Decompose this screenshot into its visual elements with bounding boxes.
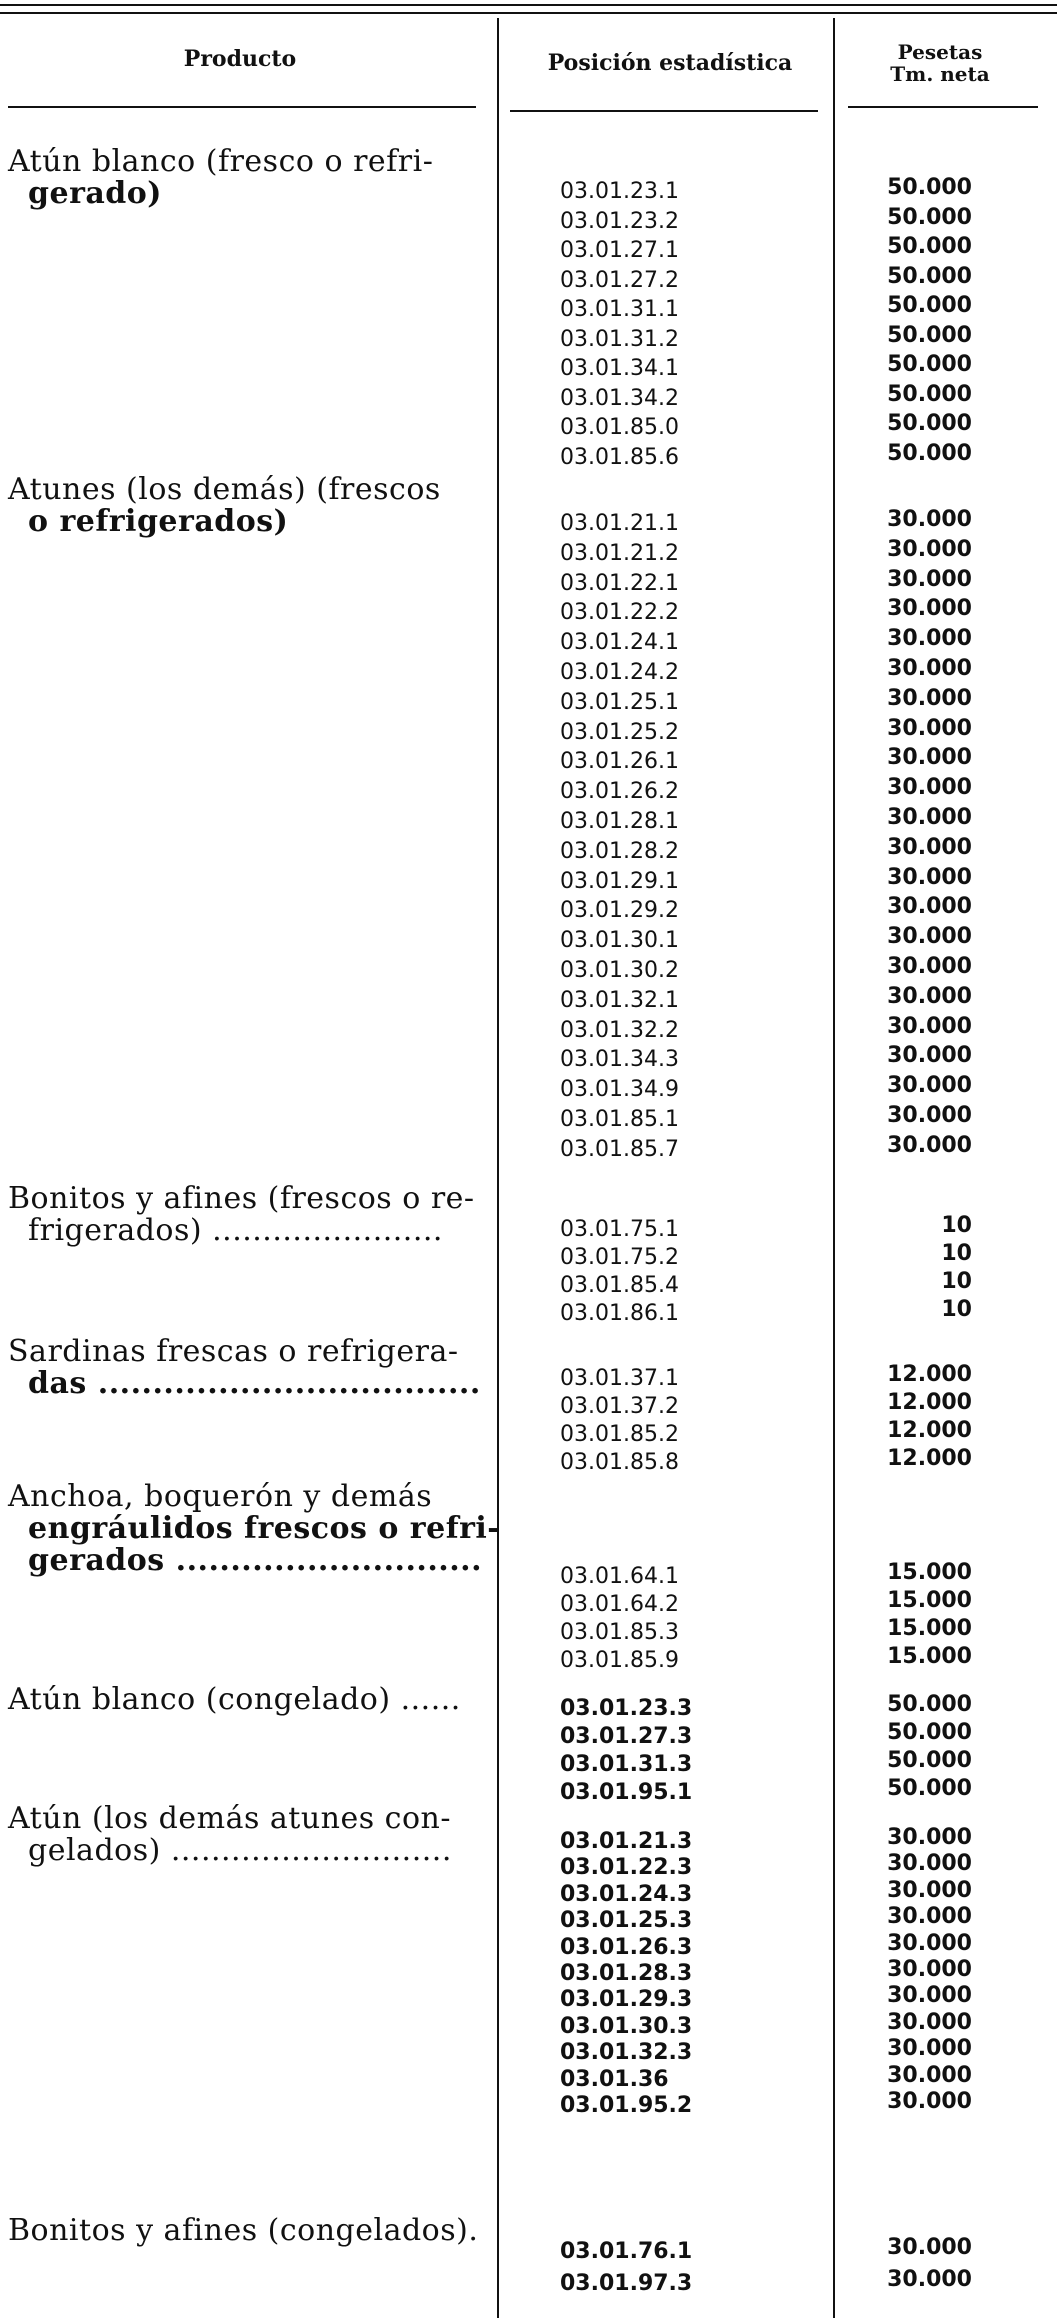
header-underline-position [510,110,818,112]
position-code: 03.01.85.3 [560,1620,679,1645]
product-label-2-line2: o refrigerados) [28,504,289,539]
position-code: 03.01.27.1 [560,238,679,263]
price-value: 50.000 [887,204,972,230]
position-code: 03.01.31.1 [560,297,679,322]
price-value: 10 [941,1269,972,1294]
position-code: 03.01.26.1 [560,749,679,775]
position-code: 03.01.34.3 [560,1047,679,1073]
price-value: 30.000 [887,685,972,711]
price-value: 30.000 [887,715,972,741]
position-code: 03.01.21.3 [560,1829,693,1854]
position-code: 03.01.85.6 [560,444,679,470]
product-label-3-line1: Bonitos y afines (frescos o re- [8,1181,475,1216]
price-value: 30.000 [887,1825,972,1850]
product-label-7-line2: gelados) ............................ [28,1833,452,1868]
position-code: 03.01.31.3 [560,1752,693,1777]
price-value: 30.000 [887,1930,972,1956]
price-value: 30.000 [887,1013,972,1039]
position-code: 03.01.25.1 [560,689,679,715]
price-value: 30.000 [887,596,972,622]
price-value: 50.000 [887,175,972,200]
position-code: 03.01.85.1 [560,1107,679,1132]
product-label-2-line1: Atunes (los demás) (frescos [8,472,441,507]
position-code: 03.01.21.2 [560,540,679,566]
price-value: 30.000 [887,2235,972,2260]
price-value: 12.000 [887,1390,972,1415]
price-value: 50.000 [887,381,972,407]
price-value: 10 [941,1213,972,1238]
price-value: 15.000 [887,1560,972,1585]
position-code: 03.01.22.3 [560,1855,693,1881]
price-value: 30.000 [887,2036,972,2062]
position-code: 03.01.32.3 [560,2040,693,2066]
position-code: 03.01.85.7 [560,1136,679,1162]
position-code: 03.01.21.1 [560,511,679,536]
position-code: 03.01.32.1 [560,987,679,1013]
product-label-7-line1: Atún (los demás atunes con- [8,1801,451,1836]
price-value: 30.000 [887,805,972,830]
price-value: 15.000 [887,1616,972,1641]
header-price-line2: Tm. neta [890,62,990,86]
position-code: 03.01.85.2 [560,1422,679,1447]
product-label-5-line1: Anchoa, boquerón y demás [8,1479,433,1514]
position-code: 03.01.97.3 [560,2271,693,2296]
price-value: 30.000 [887,656,972,681]
position-code: 03.01.27.3 [560,1724,693,1749]
header-underline-price [848,106,1038,108]
price-value: 30.000 [887,864,972,890]
position-code: 03.01.37.1 [560,1366,679,1391]
position-code: 03.01.34.9 [560,1077,679,1103]
price-value: 30.000 [887,2062,972,2088]
position-code: 03.01.23.1 [560,179,679,204]
price-value: 30.000 [887,954,972,979]
price-value: 30.000 [887,1132,972,1158]
product-label-5-line2: engráulidos frescos o refri- [28,1511,501,1546]
position-code: 03.01.24.2 [560,660,679,685]
position-code: 03.01.29.2 [560,898,679,924]
header-price-line1: Pesetas [897,40,983,64]
price-value: 50.000 [887,263,972,289]
position-code: 03.01.85.4 [560,1273,679,1298]
position-code: 03.01.25.3 [560,1908,693,1934]
position-code: 03.01.85.0 [560,415,679,440]
price-value: 30.000 [887,834,972,860]
product-label-5-line3: gerados ............................ [28,1543,483,1578]
position-code: 03.01.23.2 [560,208,679,234]
price-value: 30.000 [887,626,972,652]
price-value: 30.000 [887,1957,972,1982]
header-underline-product [8,106,476,108]
position-code: 03.01.95.1 [560,1780,693,1805]
position-code: 03.01.27.2 [560,267,679,293]
price-value: 30.000 [887,1877,972,1903]
position-code: 03.01.29.1 [560,868,679,894]
position-code: 03.01.24.1 [560,630,679,656]
price-value: 30.000 [887,507,972,532]
price-value: 12.000 [887,1446,972,1471]
price-value: 15.000 [887,1644,972,1669]
price-value: 50.000 [887,440,972,466]
price-value: 30.000 [887,536,972,562]
position-code: 03.01.76.1 [560,2239,693,2264]
product-label-4-line2: das ................................... [28,1366,481,1401]
position-code: 03.01.75.2 [560,1245,679,1270]
position-code: 03.01.85.9 [560,1648,679,1673]
position-code: 03.01.23.3 [560,1696,693,1721]
price-value: 30.000 [887,745,972,771]
price-value: 50.000 [887,1776,972,1801]
price-value: 50.000 [887,411,972,436]
product-label-1-line2: gerado) [28,176,162,211]
price-value: 50.000 [887,1692,972,1717]
position-code: 03.01.22.2 [560,600,679,626]
column-divider-right [833,18,835,2318]
product-label-8-line1: Bonitos y afines (congelados). [8,2213,479,2248]
price-value: 15.000 [887,1588,972,1613]
price-value: 30.000 [887,775,972,801]
price-value: 30.000 [887,2267,972,2292]
product-label-4-line1: Sardinas frescas o refrigera- [8,1334,459,1369]
price-value: 30.000 [887,2009,972,2035]
position-code: 03.01.30.2 [560,958,679,983]
position-code: 03.01.28.3 [560,1961,693,1986]
price-value: 10 [941,1297,972,1322]
price-value: 30.000 [887,894,972,920]
top-rule-2 [0,12,1057,14]
position-code: 03.01.30.3 [560,2013,693,2039]
header-product: Producto [183,46,297,72]
position-code: 03.01.37.2 [560,1394,679,1419]
price-value: 30.000 [887,1103,972,1128]
column-divider-left [497,18,499,2318]
top-rule-1 [0,4,1057,6]
price-value: 30.000 [887,1983,972,2009]
price-value: 30.000 [887,1043,972,1069]
price-value: 30.000 [887,1851,972,1877]
position-code: 03.01.24.3 [560,1881,693,1907]
position-code: 03.01.34.1 [560,356,679,381]
price-value: 30.000 [887,924,972,950]
price-value: 50.000 [887,1748,972,1773]
price-value: 50.000 [887,352,972,377]
position-code: 03.01.30.1 [560,928,679,954]
position-code: 03.01.95.2 [560,2093,693,2118]
price-value: 50.000 [887,293,972,318]
price-value: 50.000 [887,322,972,348]
price-value: 12.000 [887,1418,972,1443]
price-value: 10 [941,1241,972,1266]
position-code: 03.01.28.1 [560,809,679,834]
price-value: 50.000 [887,234,972,259]
position-code: 03.01.64.2 [560,1592,679,1617]
product-label-1-line1: Atún blanco (fresco o refri- [8,144,434,179]
product-label-3-line2: frigerados) ....................... [28,1213,443,1248]
position-code: 03.01.86.1 [560,1301,679,1326]
product-label-6-line1: Atún blanco (congelado) ...... [8,1682,461,1717]
position-code: 03.01.26.2 [560,779,679,805]
position-code: 03.01.31.2 [560,326,679,352]
price-value: 30.000 [887,1904,972,1930]
price-value: 30.000 [887,2089,972,2114]
position-code: 03.01.34.2 [560,385,679,411]
price-value: 50.000 [887,1720,972,1745]
price-value: 30.000 [887,1073,972,1099]
position-code: 03.01.28.2 [560,838,679,864]
price-value: 30.000 [887,983,972,1009]
position-code: 03.01.25.2 [560,719,679,745]
position-code: 03.01.22.1 [560,570,679,596]
position-code: 03.01.36 [560,2066,669,2092]
position-code: 03.01.29.3 [560,1987,693,2013]
header-position: Posición estadística [547,50,793,76]
position-code: 03.01.26.3 [560,1934,693,1960]
position-code: 03.01.85.8 [560,1450,679,1475]
position-code: 03.01.75.1 [560,1217,679,1242]
price-value: 30.000 [887,566,972,592]
position-code: 03.01.32.2 [560,1017,679,1043]
position-code: 03.01.64.1 [560,1564,679,1589]
price-value: 12.000 [887,1362,972,1387]
